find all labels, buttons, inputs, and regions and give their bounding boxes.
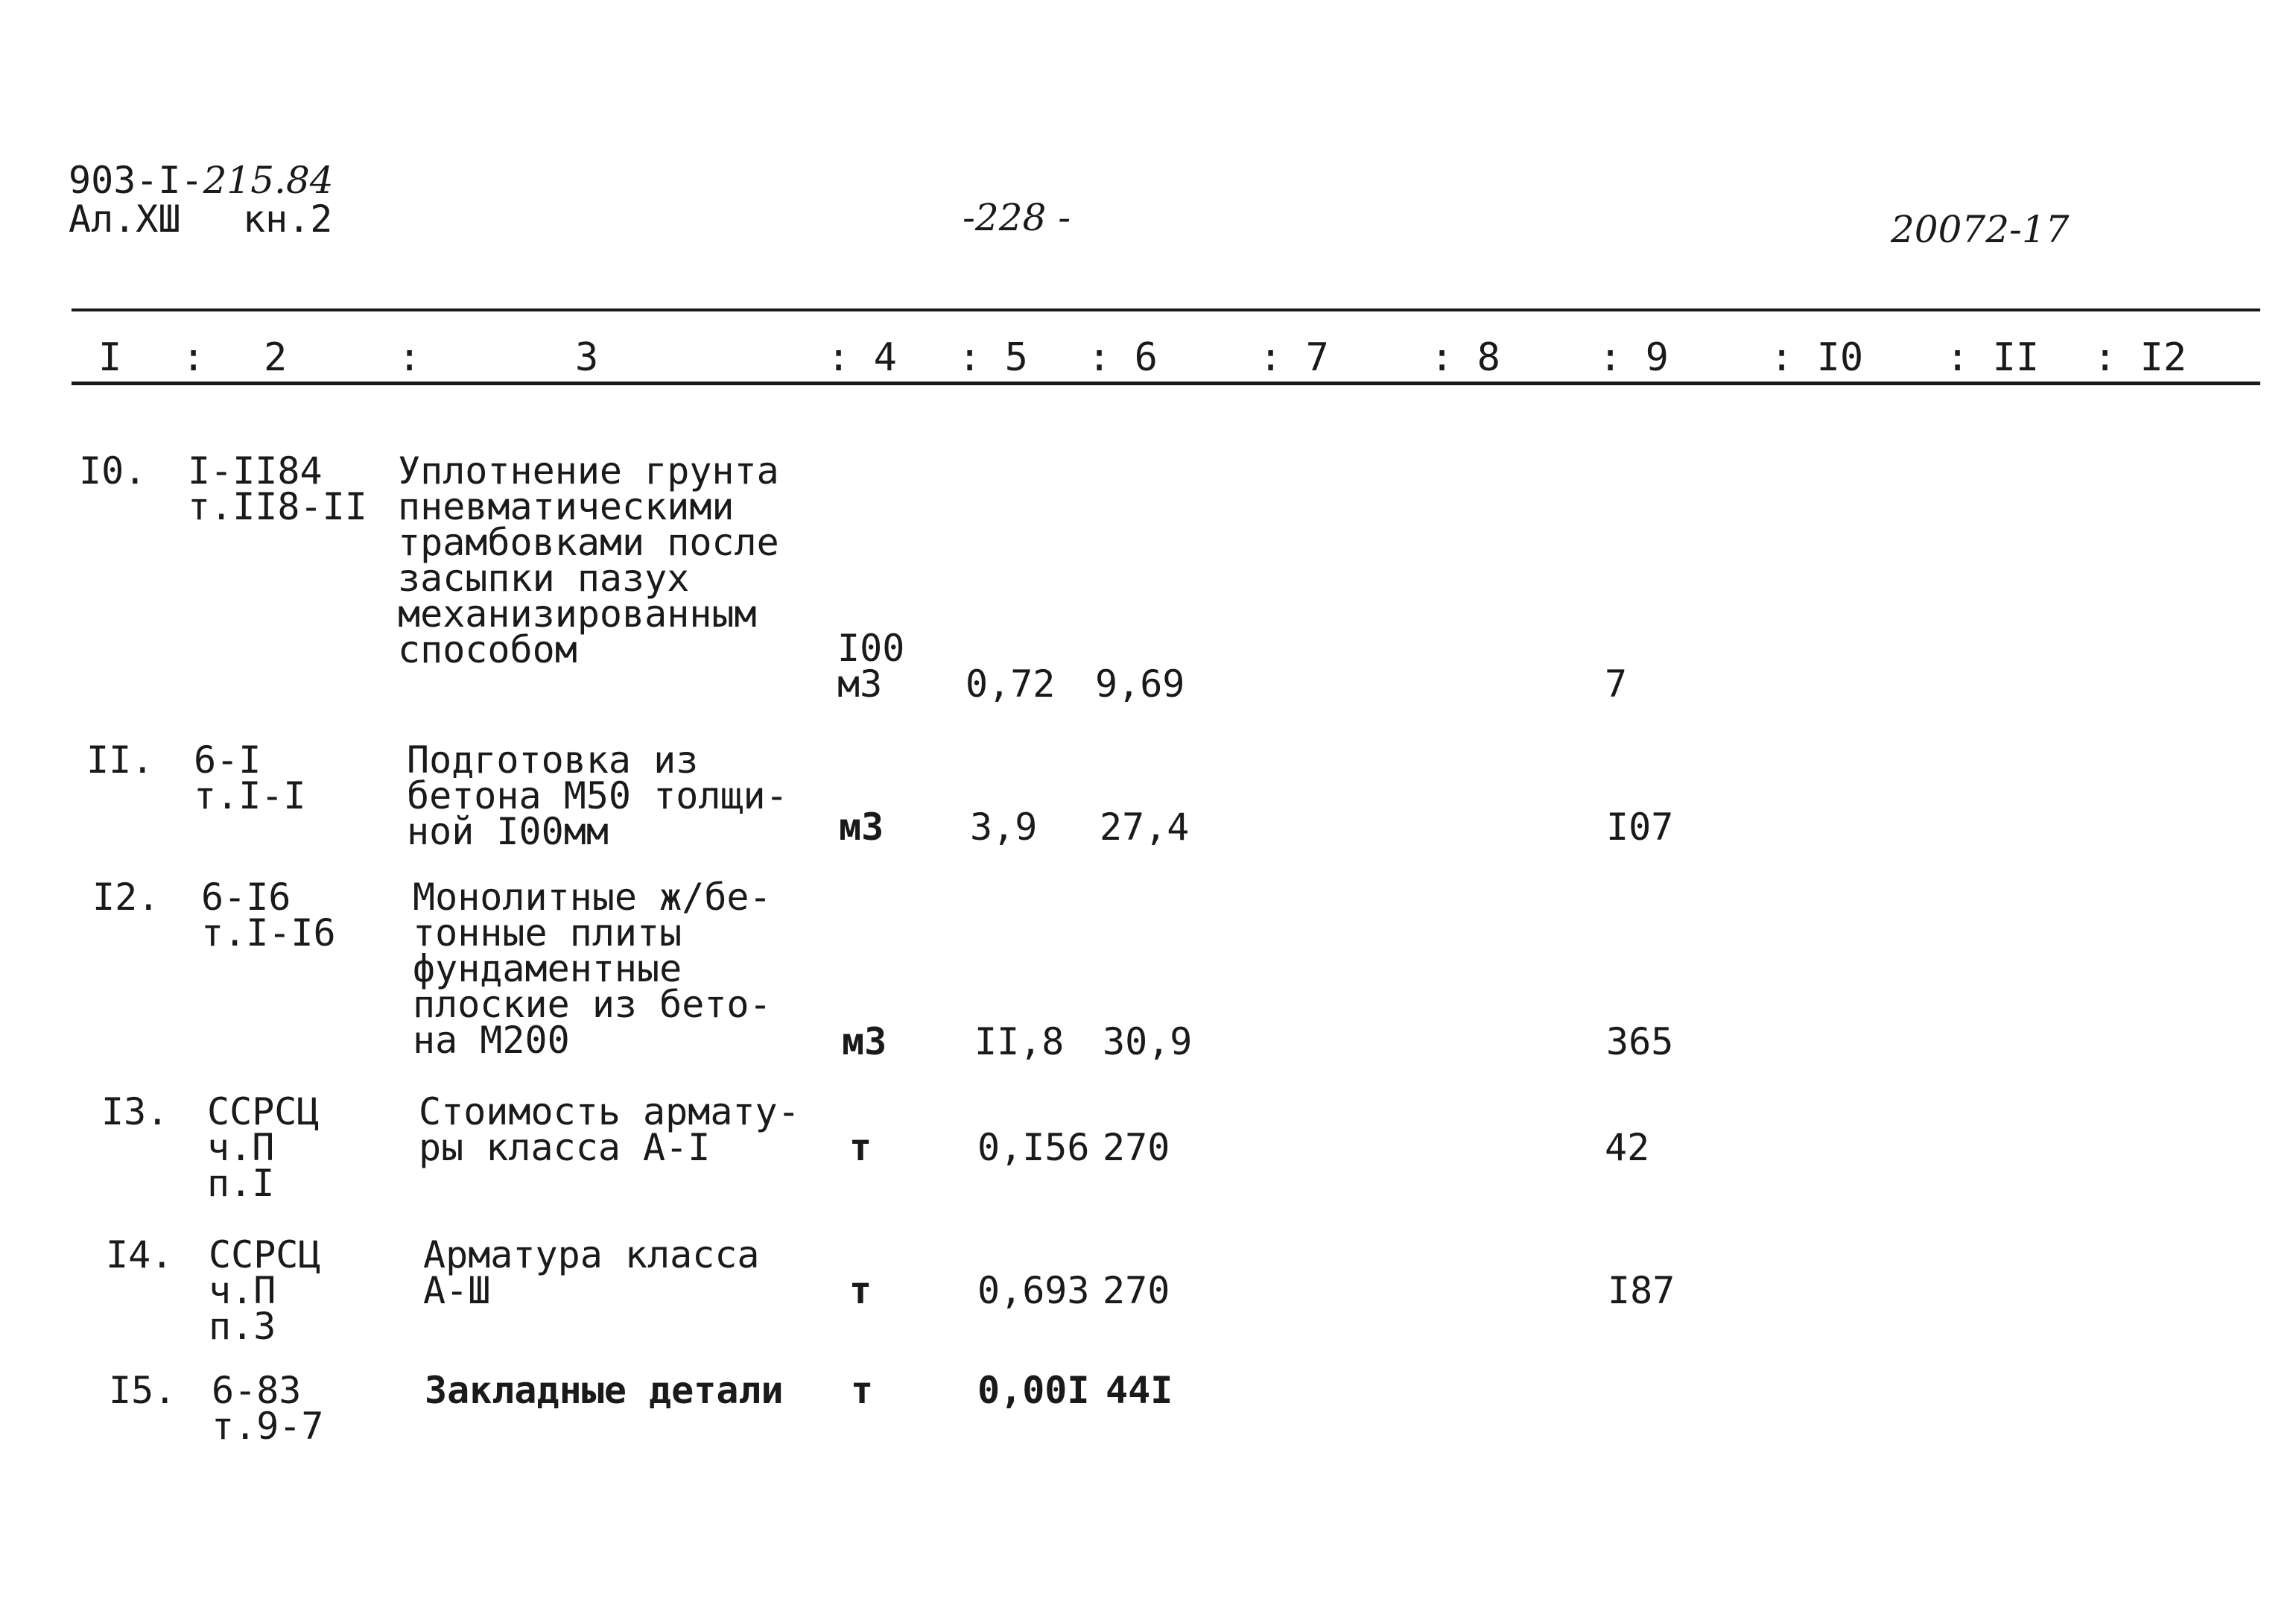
- row-number: I0.: [79, 449, 147, 493]
- code-line: т.I-I: [194, 774, 306, 817]
- column-number: 3: [575, 335, 599, 380]
- column-number: : I0: [1770, 335, 1864, 380]
- code-line: п.I: [207, 1162, 275, 1205]
- work-description: [407, 738, 788, 853]
- table-top-rule: [72, 308, 2260, 311]
- unit-price: 270: [1103, 1269, 1170, 1312]
- normative-code: [194, 738, 306, 817]
- column-number: : 8: [1430, 335, 1500, 380]
- code-line: п.3: [209, 1305, 276, 1348]
- unit-line: м3: [837, 662, 883, 706]
- description-line: ры класса А-I: [419, 1126, 711, 1169]
- unit-of-measure: [839, 806, 884, 849]
- row-number: I2.: [92, 876, 160, 919]
- total-cost: 7: [1605, 662, 1628, 706]
- description-line: фундаментные: [413, 947, 682, 990]
- book-label: кн.2: [243, 197, 333, 241]
- code-line: 6-83: [212, 1369, 302, 1412]
- unit-price: 44I: [1106, 1369, 1173, 1412]
- code-line: ч.П: [207, 1126, 275, 1169]
- work-description: [425, 1369, 784, 1412]
- table-header-rule: [72, 382, 2260, 385]
- code-line: 6-I6: [201, 876, 291, 919]
- normative-code: [207, 1090, 320, 1205]
- unit-price: 27,4: [1100, 806, 1190, 849]
- column-number: : 6: [1088, 335, 1158, 380]
- unit-line: м3: [842, 1020, 887, 1063]
- column-number: : 7: [1259, 335, 1329, 380]
- column-number: : 5: [958, 335, 1028, 380]
- work-description: [413, 876, 772, 1062]
- column-number: 2: [264, 335, 288, 380]
- description-line: трамбовками после: [398, 521, 779, 564]
- unit-of-measure: [837, 627, 905, 706]
- description-line: ной I00мм: [407, 810, 609, 853]
- unit-of-measure: [842, 1020, 887, 1063]
- unit-price: 270: [1103, 1126, 1170, 1169]
- unit-price: 30,9: [1103, 1020, 1193, 1063]
- row-number: II.: [86, 738, 154, 782]
- page-number: -228 -: [963, 196, 1071, 239]
- document-code-prefix: 903-I-: [69, 159, 203, 202]
- total-cost: 365: [1606, 1020, 1674, 1063]
- unit-price: 9,69: [1095, 662, 1185, 706]
- code-line: т.9-7: [212, 1405, 324, 1448]
- row-number: I3.: [101, 1090, 169, 1133]
- normative-code: [209, 1233, 321, 1348]
- work-description: [419, 1090, 800, 1169]
- normative-code: [212, 1369, 324, 1448]
- description-line: на М200: [413, 1019, 570, 1062]
- total-cost: 42: [1605, 1126, 1650, 1169]
- description-line: Подготовка из: [407, 738, 699, 782]
- description-line: механизированным: [398, 592, 757, 636]
- column-number: : 9: [1599, 335, 1669, 380]
- normative-code: [188, 449, 367, 528]
- description-line: тонные плиты: [413, 911, 682, 955]
- column-number: : II: [1946, 335, 2040, 380]
- description-line: способом: [398, 628, 577, 671]
- quantity: 3,9: [970, 806, 1038, 849]
- description-line: засыпки пазух: [398, 557, 690, 600]
- code-line: ССРСЦ: [209, 1233, 321, 1276]
- unit-of-measure: [849, 1126, 872, 1169]
- quantity: II,8: [974, 1020, 1065, 1063]
- code-line: т.II8-II: [188, 485, 367, 528]
- album-label: Ал.XШ: [69, 197, 181, 241]
- unit-line: т: [851, 1369, 874, 1412]
- document-code-handwritten: 215.84: [203, 159, 334, 202]
- quantity: 0,00I: [977, 1369, 1090, 1412]
- description-line: плоские из бето-: [413, 983, 772, 1026]
- unit-of-measure: [851, 1369, 874, 1412]
- column-number: : I2: [2093, 335, 2187, 380]
- total-cost: I87: [1608, 1269, 1675, 1312]
- quantity: 0,72: [965, 662, 1056, 706]
- unit-line: т: [849, 1269, 872, 1312]
- description-line: Арматура класса: [423, 1233, 760, 1276]
- description-line: А-Ш: [423, 1269, 491, 1312]
- row-number: I5.: [109, 1369, 177, 1412]
- unit-of-measure: [849, 1269, 872, 1312]
- description-line: Монолитные ж/бе-: [413, 876, 772, 919]
- code-line: ССРСЦ: [207, 1090, 320, 1133]
- unit-line: т: [849, 1126, 872, 1169]
- sheet-code: 20072-17: [1891, 208, 2070, 251]
- code-line: I-II84: [188, 449, 323, 493]
- unit-line: I00: [837, 627, 905, 670]
- description-line: бетона М50 толщи-: [407, 774, 788, 817]
- quantity: 0,693: [977, 1269, 1090, 1312]
- row-number: I4.: [106, 1233, 174, 1276]
- total-cost: I07: [1606, 806, 1674, 849]
- description-line: Уплотнение грунта: [398, 449, 779, 493]
- code-line: 6-I: [194, 738, 261, 782]
- work-description: [398, 449, 779, 671]
- quantity: 0,I56: [977, 1126, 1090, 1169]
- description-line: Стоимость армату-: [419, 1090, 800, 1133]
- column-separator: :: [182, 335, 206, 380]
- document-code: [69, 161, 334, 200]
- description-line: Закладные детали: [425, 1369, 784, 1412]
- code-line: ч.П: [209, 1269, 276, 1312]
- column-separator: :: [398, 335, 422, 380]
- code-line: т.I-I6: [201, 911, 336, 955]
- work-description: [423, 1233, 760, 1312]
- normative-code: [201, 876, 336, 955]
- unit-line: м3: [839, 806, 884, 849]
- column-number: I: [98, 335, 122, 380]
- column-number: : 4: [827, 335, 897, 380]
- description-line: пневматическими: [398, 485, 735, 528]
